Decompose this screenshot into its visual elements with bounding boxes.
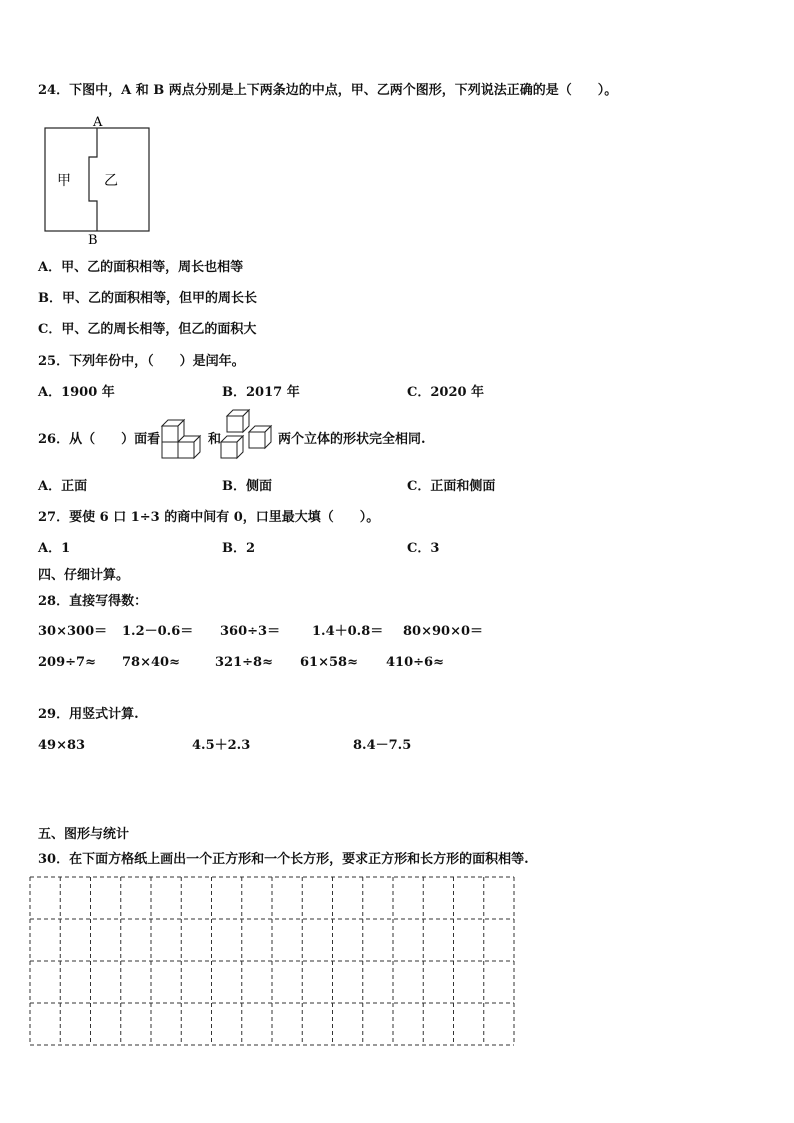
question-26-prefix: 26．从（ ）面看 <box>38 432 161 447</box>
section-5-title: 五、图形与统计 <box>38 827 130 842</box>
q25-option-a: A．1900 年 <box>38 385 115 400</box>
figure-label-jia: 甲 <box>57 173 71 189</box>
q25-option-b: B．2017 年 <box>222 385 300 400</box>
q28-r2-1: 209÷7≈ <box>38 655 96 670</box>
q29-item-2: 4.5＋2.3 <box>192 738 251 753</box>
q28-r1-3: 360÷3＝ <box>220 624 281 639</box>
figure-label-yi: 乙 <box>104 173 118 189</box>
question-25-text: 25．下列年份中，（ ）是闰年。 <box>38 354 245 369</box>
q28-r2-3: 321÷8≈ <box>215 655 273 670</box>
q28-r1-1: 30×300＝ <box>38 624 108 639</box>
q29-item-1: 49×83 <box>38 738 86 753</box>
question-27-text: 27．要使 6 口 1÷3 的商中间有 0，口里最大填（ ）。 <box>38 510 380 525</box>
cubes-figure-2 <box>219 410 279 470</box>
q29-item-3: 8.4－7.5 <box>353 738 412 753</box>
question-28-text: 28．直接写得数： <box>38 594 148 609</box>
square-grid-paper[interactable] <box>29 876 515 1046</box>
q24-option-a: A．甲、乙的面积相等，周长也相等 <box>38 260 244 275</box>
q28-r2-4: 61×58≈ <box>300 655 358 670</box>
q27-option-b: B．2 <box>222 541 256 556</box>
q24-option-b: B．甲、乙的面积相等，但甲的周长长 <box>38 291 257 306</box>
q24-option-c: C．甲、乙的周长相等，但乙的面积大 <box>38 322 257 337</box>
q27-option-a: A．1 <box>38 541 71 556</box>
q28-r2-2: 78×40≈ <box>122 655 180 670</box>
q26-option-c: C．正面和侧面 <box>407 479 496 494</box>
q27-option-c: C．3 <box>407 541 440 556</box>
question-26-middle: 和 <box>208 432 222 447</box>
question-30-text: 30．在下面方格纸上画出一个正方形和一个长方形，要求正方形和长方形的面积相等. <box>38 852 529 867</box>
q28-r1-5: 80×90×0＝ <box>403 624 484 639</box>
question-24-text: 24．下图中，A 和 B 两点分别是上下两条边的中点，甲、乙两个图形，下列说法正确的是（ ）。 <box>38 83 618 98</box>
question-26-suffix: 两个立体的形状完全相同. <box>278 432 426 447</box>
figure-label-a: A <box>93 115 103 130</box>
q28-r1-4: 1.4＋0.8＝ <box>312 624 384 639</box>
q26-option-a: A．正面 <box>38 479 88 494</box>
section-4-title: 四、仔细计算。 <box>38 568 130 583</box>
q25-option-c: C．2020 年 <box>407 385 485 400</box>
question-29-text: 29．用竖式计算. <box>38 707 139 722</box>
q26-option-b: B．侧面 <box>222 479 272 494</box>
question-24-figure <box>40 114 160 248</box>
q28-r2-5: 410÷6≈ <box>386 655 444 670</box>
q28-r1-2: 1.2－0.6＝ <box>122 624 194 639</box>
figure-label-b: B <box>88 233 98 248</box>
cubes-figure-1 <box>156 414 212 466</box>
